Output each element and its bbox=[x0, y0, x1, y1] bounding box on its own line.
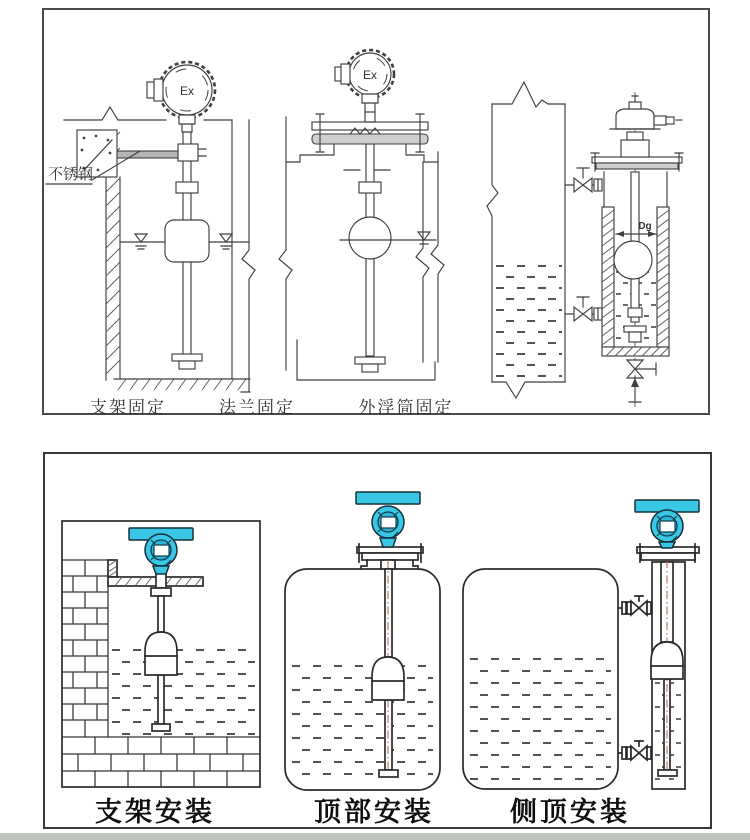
brick-wall-courses bbox=[62, 560, 108, 737]
bolt-dot bbox=[83, 137, 86, 140]
valve-body bbox=[574, 178, 592, 192]
tank-left-wall bbox=[487, 104, 498, 382]
sensor-stem bbox=[158, 596, 164, 632]
tank-bottom-edge bbox=[492, 382, 565, 398]
bracket-arm bbox=[114, 151, 179, 158]
bolt-dot bbox=[109, 152, 112, 155]
tank-right-wall bbox=[232, 120, 255, 392]
transmitter-head-icon bbox=[635, 500, 699, 548]
lower-stem bbox=[158, 675, 164, 724]
sphere-float bbox=[349, 217, 391, 259]
float-body bbox=[372, 657, 404, 700]
figure-top-installation bbox=[285, 492, 440, 790]
ex-head-icon bbox=[335, 50, 394, 122]
caption-flange-fixing: 法兰固定 bbox=[219, 398, 295, 417]
stem-weight bbox=[379, 770, 398, 777]
sphere-float bbox=[614, 241, 652, 279]
pipe-flange bbox=[598, 308, 602, 320]
transmitter-head-icon bbox=[129, 528, 193, 574]
tank-top-edge bbox=[492, 82, 565, 107]
float-body bbox=[145, 632, 177, 675]
stem-stop-flange bbox=[624, 326, 646, 332]
head-top-bar bbox=[356, 492, 420, 504]
ground-hatching bbox=[118, 379, 246, 390]
tank-right-inner-wall bbox=[416, 162, 429, 362]
head-neck bbox=[362, 94, 378, 122]
display-window bbox=[154, 545, 169, 556]
connection-valve-bottom-icon bbox=[618, 741, 651, 760]
isolation-valve-bottom-icon bbox=[565, 297, 602, 321]
figure-flange-fixing bbox=[279, 50, 444, 380]
cable-gland bbox=[154, 79, 163, 101]
lower-stem bbox=[664, 679, 670, 770]
pipe-flange bbox=[647, 747, 651, 759]
bolt-dot bbox=[95, 135, 98, 138]
flow-arrow bbox=[631, 378, 639, 387]
fixing-methods-drawing bbox=[44, 10, 708, 413]
cable-gland bbox=[666, 117, 674, 124]
display-window bbox=[381, 517, 396, 528]
flange-lower-plate bbox=[362, 553, 418, 560]
stem-weight bbox=[658, 770, 677, 776]
figure-bracket-installation bbox=[62, 521, 260, 787]
caption-side-top-installation: 侧顶安装 bbox=[510, 797, 630, 827]
water-dashes bbox=[292, 666, 433, 762]
tank-water-dashes bbox=[496, 277, 562, 365]
caption-bracket-installation: 支架安装 bbox=[95, 797, 215, 827]
head-antenna bbox=[632, 96, 638, 102]
stem-stop bbox=[362, 364, 378, 372]
water-dashes bbox=[470, 671, 611, 767]
pipe-flange bbox=[594, 179, 598, 191]
tank-left-wall bbox=[279, 117, 292, 370]
figure-external-chamber-fixing bbox=[487, 82, 683, 410]
pipe-flange bbox=[622, 602, 626, 614]
head-neck bbox=[179, 115, 195, 132]
float-body bbox=[651, 642, 683, 679]
installation-methods-drawing bbox=[45, 454, 710, 827]
bolt-dot bbox=[81, 149, 84, 152]
stem-stop-flange bbox=[355, 357, 385, 364]
ex-head-icon bbox=[147, 62, 215, 132]
head-neck bbox=[153, 566, 169, 574]
head-body bbox=[616, 109, 654, 129]
caption-external-chamber-fixing: 外浮筒固定 bbox=[358, 398, 454, 417]
pipe-flange bbox=[647, 602, 651, 614]
nozzle-shoulders bbox=[286, 144, 438, 162]
pipe-flange bbox=[598, 179, 602, 191]
stem-weight bbox=[152, 724, 170, 731]
bolt-dot bbox=[107, 139, 110, 142]
transmitter-head-icon bbox=[610, 96, 682, 157]
stem-coupling bbox=[176, 182, 198, 193]
clamp-bolts bbox=[198, 149, 206, 156]
drain-valve-icon bbox=[627, 360, 656, 402]
page-bottom-strip bbox=[0, 833, 750, 840]
head-neck-upper bbox=[627, 132, 643, 140]
ex-marking: Ex bbox=[362, 68, 378, 82]
stem-stop-flange bbox=[172, 354, 202, 361]
brick-floor-joints bbox=[78, 737, 243, 787]
valve-body bbox=[631, 601, 647, 615]
float-body bbox=[165, 220, 209, 262]
caption-bracket-fixing: 支架固定 bbox=[90, 398, 166, 417]
caption-top-installation: 顶部安装 bbox=[314, 797, 434, 827]
stem-stop bbox=[629, 332, 641, 342]
chamber-flange-top bbox=[592, 157, 682, 163]
stem-coupling bbox=[359, 182, 381, 193]
display-window bbox=[660, 521, 675, 532]
valve-body bbox=[574, 307, 592, 321]
pipe-flange bbox=[622, 747, 626, 759]
ex-marking: Ex bbox=[179, 84, 195, 98]
head-neck-lower bbox=[621, 140, 649, 157]
cable-connector bbox=[654, 116, 666, 125]
chamber-flange-bottom bbox=[596, 163, 678, 169]
fixing-methods-panel bbox=[42, 8, 710, 415]
tank-right-outer-wall bbox=[431, 152, 444, 362]
tank-outline bbox=[285, 569, 440, 790]
level-symbol bbox=[418, 232, 430, 244]
installation-methods-panel bbox=[43, 452, 712, 829]
pipe-flange bbox=[594, 308, 598, 320]
bolt-dot bbox=[97, 169, 100, 172]
isolation-valve-top-icon bbox=[565, 168, 602, 192]
stem-coupling bbox=[628, 308, 642, 317]
flange-top-plate bbox=[357, 547, 423, 553]
cable-gland bbox=[341, 64, 350, 84]
flange-lower-plate bbox=[641, 553, 695, 560]
tank-outline bbox=[463, 569, 618, 789]
head-neck bbox=[380, 538, 396, 547]
figure-side-top-installation bbox=[463, 500, 699, 789]
connection-valve-top-icon bbox=[618, 596, 651, 615]
head-top-knob bbox=[629, 102, 641, 109]
material-label: 不锈钢 bbox=[48, 166, 94, 183]
stem-clamp bbox=[178, 144, 198, 161]
flange-lower-plate bbox=[312, 134, 428, 144]
water-dashes bbox=[292, 678, 433, 774]
dg-label: Dg bbox=[638, 221, 652, 232]
stem-stop bbox=[179, 361, 195, 369]
head-neck bbox=[659, 542, 675, 548]
transmitter-head-icon bbox=[356, 492, 420, 547]
figure-bracket-fixing bbox=[46, 62, 255, 392]
valve-body bbox=[631, 746, 647, 760]
flange-top-plate bbox=[312, 122, 428, 130]
stem-coupling bbox=[151, 588, 171, 596]
brick-wall-joints bbox=[73, 560, 97, 737]
